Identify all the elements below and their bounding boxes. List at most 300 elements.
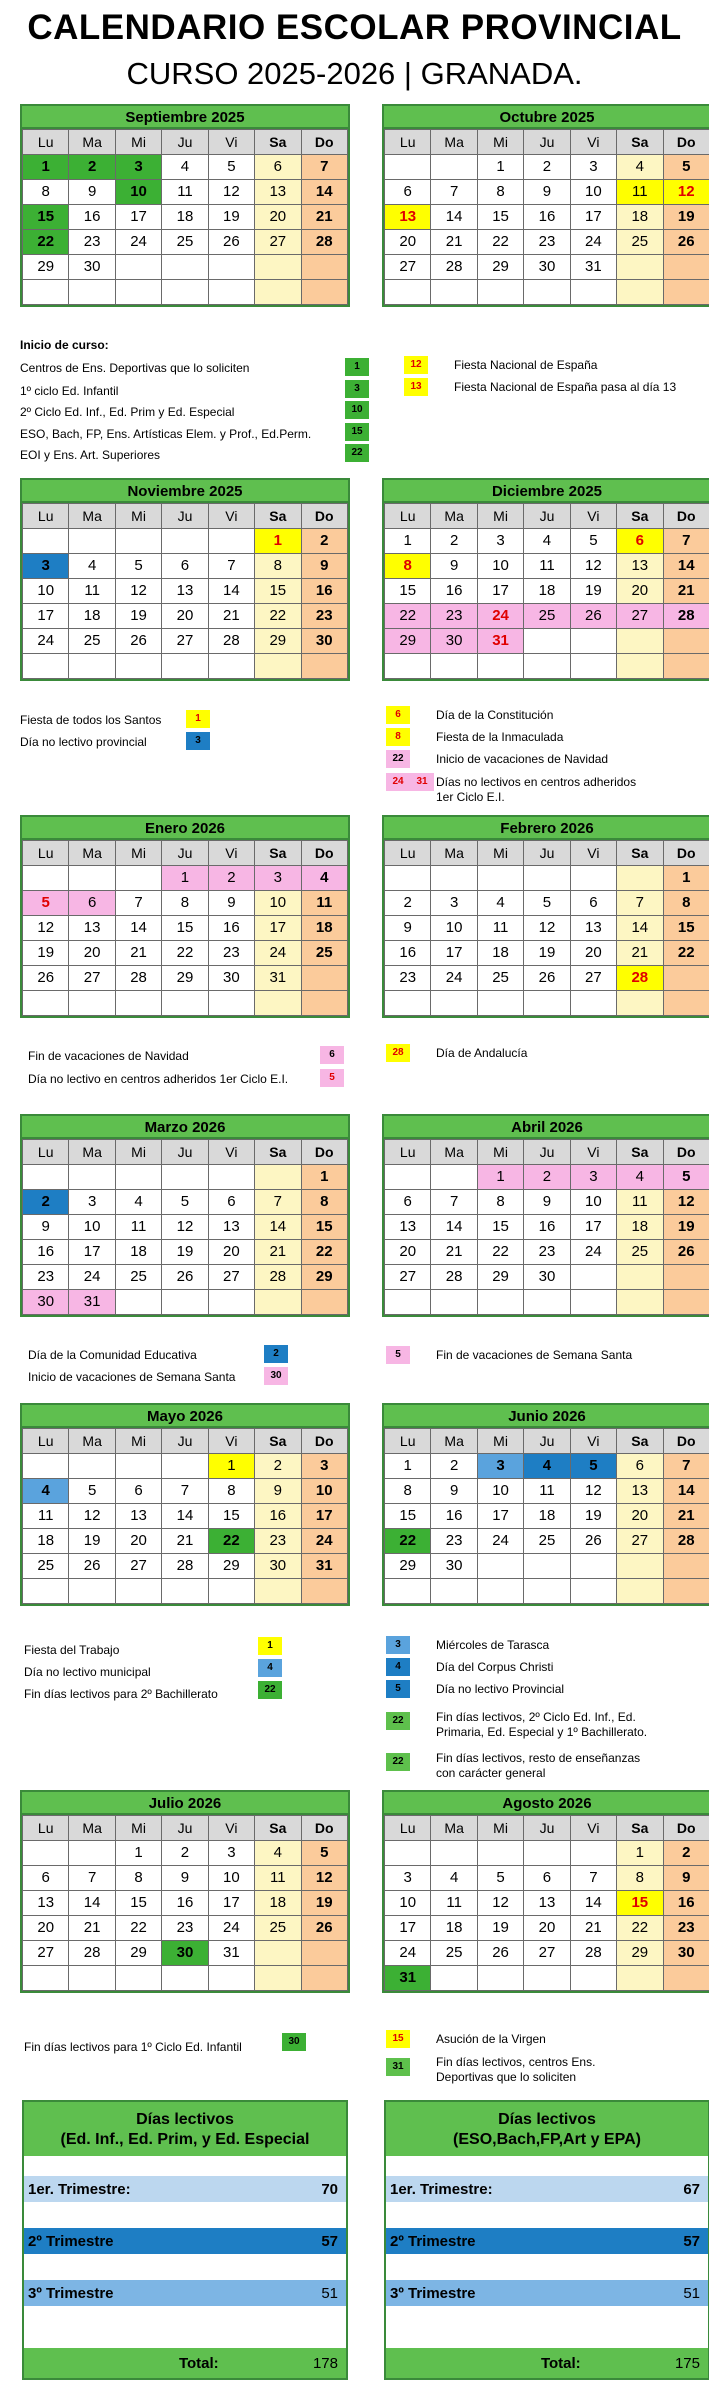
summary-row-label: 1er. Trimestre:	[390, 2180, 493, 2198]
day-cell: 14	[663, 554, 709, 579]
day-cell: 20	[255, 205, 301, 230]
week-row	[385, 1215, 709, 1240]
weekday-header: Ma	[69, 130, 115, 155]
day-cell: 15	[301, 1215, 347, 1240]
day-cell: 22	[385, 604, 431, 629]
empty-day-cell	[477, 1841, 523, 1866]
week-row	[385, 866, 709, 891]
day-cell: 9	[524, 1190, 570, 1215]
day-cell: 22	[208, 1529, 254, 1554]
week-row	[385, 1841, 709, 1866]
day-cell: 12	[69, 1504, 115, 1529]
empty-day-cell	[69, 1841, 115, 1866]
empty-day-cell	[570, 1966, 616, 1991]
day-cell: 20	[524, 1916, 570, 1941]
empty-day-cell	[301, 1966, 347, 1991]
summary-spacer	[24, 2156, 346, 2176]
nov-legend-swatch: 1	[186, 710, 210, 728]
day-cell: 3	[69, 1190, 115, 1215]
weekday-header: Ju	[162, 504, 208, 529]
weekday-header: Lu	[23, 841, 69, 866]
empty-day-cell	[115, 1454, 161, 1479]
weekday-header: Sa	[255, 130, 301, 155]
day-cell: 13	[524, 1891, 570, 1916]
may-legend-text: Día no lectivo municipal	[24, 1665, 151, 1679]
weekday-header: Lu	[23, 130, 69, 155]
summary-title: Días lectivos	[136, 2111, 234, 2128]
empty-day-cell	[69, 1579, 115, 1604]
week-row	[23, 1215, 348, 1240]
summary-spacer	[386, 2254, 708, 2280]
day-cell: 7	[301, 155, 347, 180]
day-cell: 10	[570, 180, 616, 205]
day-cell: 13	[570, 916, 616, 941]
empty-day-cell	[570, 1290, 616, 1315]
empty-day-cell	[431, 1841, 477, 1866]
week-row	[385, 1554, 709, 1579]
week-row	[23, 1966, 348, 1991]
day-cell: 21	[617, 941, 663, 966]
weekday-header: Vi	[570, 130, 616, 155]
day-cell: 4	[431, 1866, 477, 1891]
day-cell: 6	[385, 180, 431, 205]
sep-legend-swatch: 22	[345, 444, 369, 462]
week-row	[385, 1579, 709, 1604]
empty-day-cell	[23, 529, 69, 554]
week-row	[385, 1190, 709, 1215]
weekday-header: Lu	[385, 1816, 431, 1841]
day-cell: 12	[663, 1190, 709, 1215]
day-cell: 7	[255, 1190, 301, 1215]
empty-day-cell	[385, 280, 431, 305]
empty-day-cell	[255, 1165, 301, 1190]
day-cell: 23	[431, 1529, 477, 1554]
day-cell: 12	[23, 916, 69, 941]
day-cell: 4	[617, 155, 663, 180]
day-cell: 9	[301, 554, 347, 579]
weekday-header: Ma	[69, 841, 115, 866]
month-calendar-aug	[382, 1790, 709, 1993]
day-cell: 28	[255, 1265, 301, 1290]
empty-day-cell	[208, 991, 254, 1016]
week-row	[23, 255, 348, 280]
empty-day-cell	[255, 654, 301, 679]
day-cell: 6	[524, 1866, 570, 1891]
day-cell: 23	[301, 604, 347, 629]
day-cell: 19	[570, 579, 616, 604]
summary-title: Días lectivos	[498, 2111, 596, 2128]
weekday-header: Vi	[208, 1140, 254, 1165]
week-row	[23, 1916, 348, 1941]
day-cell: 20	[69, 941, 115, 966]
summary-row	[24, 2280, 346, 2306]
week-row	[23, 1529, 348, 1554]
day-cell: 21	[431, 1240, 477, 1265]
month-grid	[22, 129, 348, 305]
day-cell: 27	[617, 1529, 663, 1554]
day-cell: 13	[208, 1215, 254, 1240]
day-cell: 6	[617, 1454, 663, 1479]
week-row	[385, 1165, 709, 1190]
weekday-header-row	[385, 1429, 709, 1454]
day-cell: 27	[570, 966, 616, 991]
day-cell: 29	[385, 629, 431, 654]
day-cell: 7	[617, 891, 663, 916]
empty-day-cell	[69, 866, 115, 891]
sep-legend-line: EOI y Ens. Art. Superiores	[20, 448, 161, 462]
apr-legend-swatch: 5	[386, 1346, 410, 1364]
day-cell: 12	[570, 1479, 616, 1504]
weekday-header: Ju	[524, 1140, 570, 1165]
day-cell: 30	[663, 1941, 709, 1966]
summary-box-right	[384, 2100, 709, 2380]
day-cell: 30	[69, 255, 115, 280]
weekday-header: Do	[301, 130, 347, 155]
day-cell: 25	[524, 604, 570, 629]
empty-day-cell	[69, 529, 115, 554]
empty-day-cell	[69, 1165, 115, 1190]
day-cell: 8	[477, 180, 523, 205]
day-cell: 5	[663, 155, 709, 180]
day-cell: 8	[23, 180, 69, 205]
day-cell: 16	[431, 1504, 477, 1529]
empty-day-cell	[115, 654, 161, 679]
week-row	[23, 629, 348, 654]
day-cell: 30	[524, 255, 570, 280]
weekday-header: Sa	[255, 504, 301, 529]
week-row	[23, 604, 348, 629]
day-cell: 5	[23, 891, 69, 916]
jun-legend-text: Día no lectivo Provincial	[436, 1682, 565, 1696]
day-cell: 25	[617, 1240, 663, 1265]
day-cell: 14	[431, 1215, 477, 1240]
week-row	[23, 1579, 348, 1604]
empty-day-cell	[617, 991, 663, 1016]
day-cell: 2	[301, 529, 347, 554]
month-title: Diciembre 2025	[384, 480, 709, 503]
month-grid	[384, 1428, 709, 1604]
month-calendar-mar	[20, 1114, 350, 1317]
jan-legend-text: Día no lectivo en centros adheridos 1er Ciclo E.I.	[28, 1072, 289, 1086]
day-cell: 5	[69, 1479, 115, 1504]
day-cell: 9	[255, 1479, 301, 1504]
nov-legend-text: Fiesta de todos los Santos	[20, 713, 162, 727]
day-cell: 27	[617, 604, 663, 629]
empty-day-cell	[301, 255, 347, 280]
weekday-header: Do	[301, 504, 347, 529]
summary-row	[386, 2228, 708, 2254]
day-cell: 13	[617, 554, 663, 579]
day-cell: 9	[69, 180, 115, 205]
day-cell: 14	[69, 1891, 115, 1916]
day-cell: 27	[524, 1941, 570, 1966]
weekday-header: Lu	[23, 1140, 69, 1165]
day-cell: 14	[617, 916, 663, 941]
oct-legend-text: Fiesta Nacional de España pasa al día 13	[454, 380, 677, 394]
empty-day-cell	[663, 255, 709, 280]
weekday-header: Ma	[431, 1140, 477, 1165]
day-cell: 28	[663, 604, 709, 629]
empty-day-cell	[23, 1966, 69, 1991]
day-cell: 27	[208, 1265, 254, 1290]
empty-day-cell	[431, 1290, 477, 1315]
weekday-header: Do	[663, 504, 709, 529]
day-cell: 14	[570, 1891, 616, 1916]
day-cell: 22	[162, 941, 208, 966]
sep-legend-line: 1º ciclo Ed. Infantil	[20, 384, 119, 398]
weekday-header: Do	[663, 841, 709, 866]
day-cell: 10	[385, 1891, 431, 1916]
day-cell: 11	[162, 180, 208, 205]
empty-day-cell	[570, 991, 616, 1016]
empty-day-cell	[301, 966, 347, 991]
day-cell: 10	[69, 1215, 115, 1240]
day-cell: 25	[431, 1941, 477, 1966]
day-cell: 14	[255, 1215, 301, 1240]
day-cell: 12	[570, 554, 616, 579]
day-cell: 10	[255, 891, 301, 916]
day-cell: 8	[385, 554, 431, 579]
day-cell: 5	[208, 155, 254, 180]
empty-day-cell	[617, 255, 663, 280]
day-cell: 19	[23, 941, 69, 966]
month-grid	[22, 503, 348, 679]
empty-day-cell	[385, 654, 431, 679]
week-row	[385, 1240, 709, 1265]
empty-day-cell	[663, 1265, 709, 1290]
day-cell: 3	[477, 1454, 523, 1479]
day-cell: 3	[570, 1165, 616, 1190]
day-cell: 22	[477, 230, 523, 255]
day-cell: 2	[524, 1165, 570, 1190]
empty-day-cell	[162, 1290, 208, 1315]
empty-day-cell	[208, 1579, 254, 1604]
empty-day-cell	[301, 1941, 347, 1966]
day-cell: 16	[663, 1891, 709, 1916]
weekday-header: Vi	[208, 841, 254, 866]
day-cell: 8	[617, 1866, 663, 1891]
summary-row-value: 51	[683, 2284, 700, 2302]
empty-day-cell	[255, 1966, 301, 1991]
empty-day-cell	[208, 654, 254, 679]
empty-day-cell	[69, 1966, 115, 1991]
day-cell: 21	[570, 1916, 616, 1941]
empty-day-cell	[162, 255, 208, 280]
week-row	[23, 554, 348, 579]
day-cell: 29	[617, 1941, 663, 1966]
empty-day-cell	[301, 1579, 347, 1604]
day-cell: 20	[115, 1529, 161, 1554]
day-cell: 28	[663, 1529, 709, 1554]
empty-day-cell	[663, 654, 709, 679]
day-cell: 29	[23, 255, 69, 280]
week-row	[385, 941, 709, 966]
empty-day-cell	[162, 1966, 208, 1991]
empty-day-cell	[477, 1290, 523, 1315]
day-cell: 24	[301, 1529, 347, 1554]
day-cell: 7	[208, 554, 254, 579]
day-cell: 29	[208, 1554, 254, 1579]
mar-legend-swatch: 30	[264, 1367, 288, 1385]
day-cell: 5	[162, 1190, 208, 1215]
day-cell: 24	[23, 629, 69, 654]
empty-day-cell	[431, 280, 477, 305]
empty-day-cell	[431, 155, 477, 180]
day-cell: 18	[477, 941, 523, 966]
day-cell: 21	[162, 1529, 208, 1554]
day-cell: 29	[477, 1265, 523, 1290]
day-cell: 25	[301, 941, 347, 966]
day-cell: 15	[162, 916, 208, 941]
day-cell: 27	[162, 629, 208, 654]
day-cell: 3	[23, 554, 69, 579]
summary-row-label: 2º Trimestre	[28, 2232, 114, 2250]
day-cell: 17	[477, 579, 523, 604]
day-cell: 23	[162, 1916, 208, 1941]
day-cell: 20	[385, 1240, 431, 1265]
day-cell: 26	[477, 1941, 523, 1966]
day-cell: 27	[69, 966, 115, 991]
empty-day-cell	[663, 1579, 709, 1604]
day-cell: 31	[570, 255, 616, 280]
mar-legend-swatch: 2	[264, 1345, 288, 1363]
jan-legend-text: Fin de vacaciones de Navidad	[28, 1049, 189, 1063]
empty-day-cell	[23, 866, 69, 891]
day-cell: 30	[255, 1554, 301, 1579]
day-cell: 23	[23, 1265, 69, 1290]
day-cell: 23	[385, 966, 431, 991]
sep-legend-line: 2º Ciclo Ed. Inf., Ed. Prim y Ed. Especial	[20, 405, 235, 419]
week-row	[385, 991, 709, 1016]
empty-day-cell	[663, 629, 709, 654]
day-cell: 11	[524, 554, 570, 579]
weekday-header: Mi	[115, 130, 161, 155]
day-cell: 20	[617, 579, 663, 604]
day-cell: 29	[477, 255, 523, 280]
empty-day-cell	[115, 255, 161, 280]
week-row	[23, 916, 348, 941]
empty-day-cell	[385, 155, 431, 180]
empty-day-cell	[524, 280, 570, 305]
day-cell: 17	[431, 941, 477, 966]
day-cell: 29	[385, 1554, 431, 1579]
day-cell: 5	[570, 529, 616, 554]
week-row	[23, 1891, 348, 1916]
day-cell: 19	[570, 1504, 616, 1529]
feb-legend-swatch: 28	[386, 1044, 410, 1062]
week-row	[23, 654, 348, 679]
day-cell: 26	[208, 230, 254, 255]
day-cell: 20	[617, 1504, 663, 1529]
week-row	[385, 966, 709, 991]
day-cell: 16	[524, 1215, 570, 1240]
empty-day-cell	[301, 991, 347, 1016]
summary-spacer	[24, 2202, 346, 2228]
day-cell: 22	[385, 1529, 431, 1554]
summary-spacer	[386, 2202, 708, 2228]
weekday-header: Vi	[570, 841, 616, 866]
week-row	[23, 579, 348, 604]
empty-day-cell	[524, 1966, 570, 1991]
week-row	[385, 529, 709, 554]
empty-day-cell	[115, 1165, 161, 1190]
summary-spacer	[24, 2254, 346, 2280]
day-cell: 4	[524, 1454, 570, 1479]
day-cell: 18	[524, 579, 570, 604]
feb-legend-text: Día de Andalucía	[436, 1046, 528, 1060]
day-cell: 1	[255, 529, 301, 554]
month-calendar-dec	[382, 478, 709, 681]
week-row	[23, 280, 348, 305]
day-cell: 26	[162, 1265, 208, 1290]
day-cell: 3	[208, 1841, 254, 1866]
day-cell: 14	[115, 916, 161, 941]
empty-day-cell	[617, 280, 663, 305]
day-cell: 26	[115, 629, 161, 654]
week-row	[385, 1529, 709, 1554]
oct-legend-swatch: 13	[404, 378, 428, 396]
weekday-header: Do	[301, 841, 347, 866]
day-cell: 20	[385, 230, 431, 255]
week-row	[23, 1265, 348, 1290]
empty-day-cell	[162, 991, 208, 1016]
day-cell: 7	[663, 529, 709, 554]
day-cell: 21	[663, 579, 709, 604]
month-title: Marzo 2026	[22, 1116, 348, 1139]
week-row	[23, 941, 348, 966]
day-cell: 10	[23, 579, 69, 604]
day-cell: 4	[23, 1479, 69, 1504]
week-row	[385, 1290, 709, 1315]
day-cell: 22	[663, 941, 709, 966]
summary-total-label: Total:	[540, 2354, 581, 2372]
weekday-header: Lu	[23, 1429, 69, 1454]
empty-day-cell	[208, 280, 254, 305]
summary-row-value: 67	[683, 2180, 700, 2198]
day-cell: 16	[162, 1891, 208, 1916]
month-calendar-jul	[20, 1790, 350, 1993]
aug-legend-swatch: 15	[386, 2030, 410, 2048]
weekday-header: Ma	[431, 1429, 477, 1454]
day-cell: 5	[477, 1866, 523, 1891]
day-cell: 23	[69, 230, 115, 255]
day-cell: 6	[23, 1866, 69, 1891]
week-row	[385, 579, 709, 604]
day-cell: 19	[208, 205, 254, 230]
weekday-header-row	[385, 1140, 709, 1165]
summary-total-label: Total:	[178, 2354, 219, 2372]
week-row	[23, 1190, 348, 1215]
day-cell: 6	[69, 891, 115, 916]
week-row	[385, 604, 709, 629]
day-cell: 16	[208, 916, 254, 941]
week-row	[23, 1240, 348, 1265]
empty-day-cell	[663, 1554, 709, 1579]
empty-day-cell	[524, 1554, 570, 1579]
week-row	[385, 155, 709, 180]
empty-day-cell	[617, 654, 663, 679]
weekday-header: Mi	[477, 504, 523, 529]
empty-day-cell	[524, 629, 570, 654]
weekday-header: Ma	[69, 1816, 115, 1841]
day-cell: 13	[23, 1891, 69, 1916]
day-cell: 26	[301, 1916, 347, 1941]
day-cell: 8	[115, 1866, 161, 1891]
day-cell: 24	[477, 604, 523, 629]
day-cell: 24	[208, 1916, 254, 1941]
day-cell: 15	[115, 1891, 161, 1916]
weekday-header-row	[23, 841, 348, 866]
